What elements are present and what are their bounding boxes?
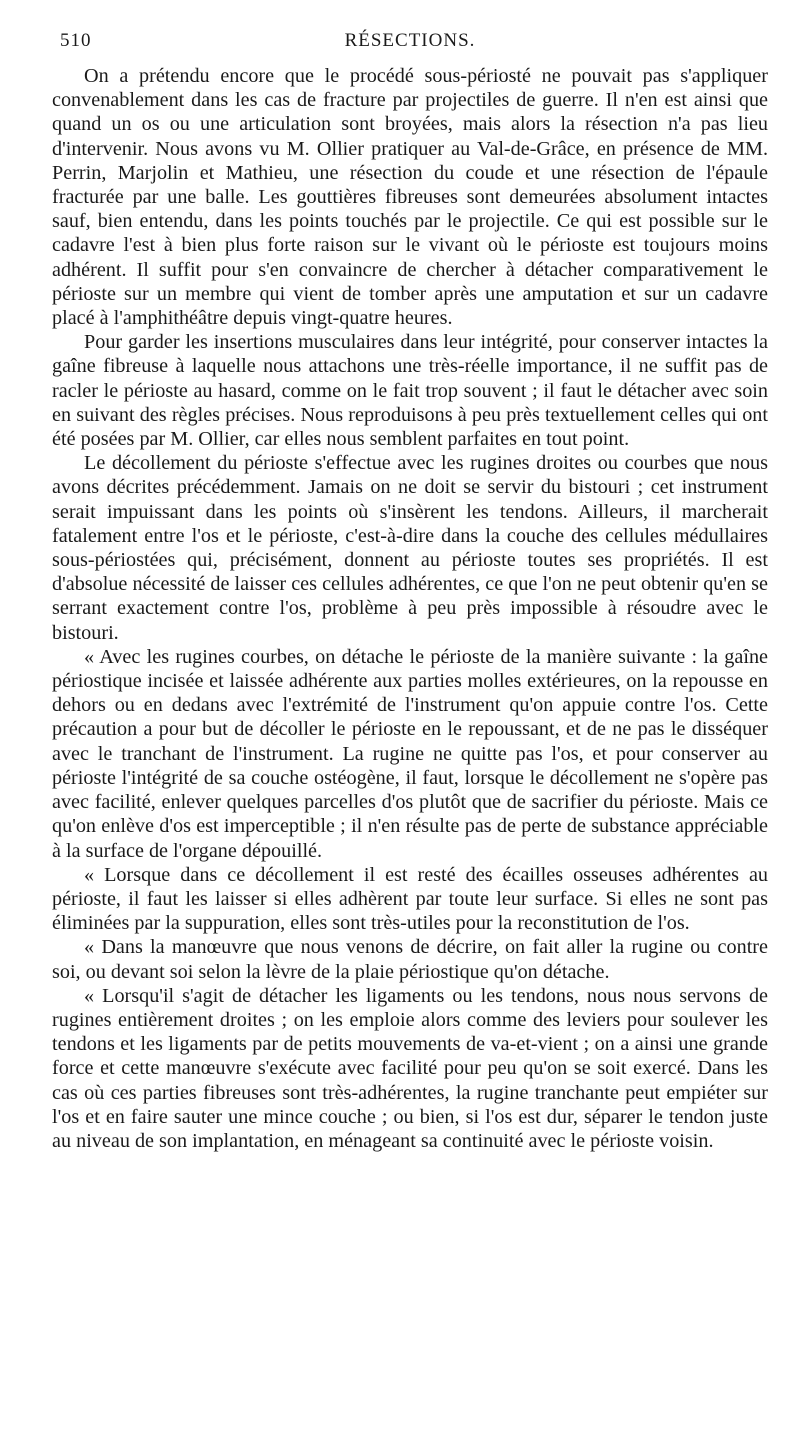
body-text: [52, 64, 768, 1153]
page-header: [52, 30, 768, 58]
paragraph: On a prétendu encore que le procédé sous-périosté ne pouvait pas s'appliquer convenablement dans les cas de fracture par projectiles de guerre. Il n'en est ainsi que quand un os ou une articulation sont broyées, mais alors la résection n'a pas lieu d'intervenir. Nous avons vu M. Ollier pratiquer au Val-de-Grâce, en présence de MM. Perrin, Marjolin et Mathieu, une résection du coude et une résection de l'épaule fracturée par une balle. Les gouttières fibreuses sont demeurées absolument intactes sauf, bien entendu, dans les points touchés par le projectile. Ce qui est possible sur le cadavre l'est à bien plus forte raison sur le vivant où le périoste est toujours moins adhérent. Il suffit pour s'en convaincre de chercher à détacher comparativement le périoste sur un membre qui vient de tomber après une amputation et sur un cadavre placé à l'amphithéâtre depuis vingt-quatre heures.: [52, 65, 768, 330]
paragraph: « Lorsqu'il s'agit de détacher les ligaments ou les tendons, nous nous servons de rugines entièrement droites ; on les emploie alors comme des leviers pour soulever les tendons et les ligaments par de petits mouvements de va-et-vient ; on a ainsi une grande force et cette manœuvre s'exécute avec facilité pour peu qu'on se soit exercé. Dans les cas où ces parties fibreuses sont très-adhérentes, la rugine tranchante peut empiéter sur l'os et en faire sauter une mince couche ; ou bien, si l'os est dur, séparer le tendon juste au niveau de son implantation, en ménageant sa continuité avec le périoste voisin.: [52, 984, 768, 1152]
paragraph: « Lorsque dans ce décollement il est resté des écailles osseuses adhérentes au périoste, il faut les laisser si elles adhèrent par toute leur surface. Si elles ne sont pas éliminées par la suppuration, elles sont très-utiles pour la reconstitution de l'os.: [52, 863, 768, 935]
book-page: [52, 30, 768, 1153]
paragraph: « Dans la manœuvre que nous venons de décrire, on fait aller la rugine ou contre soi, ou devant soi selon la lèvre de la plaie périostique qu'on détache.: [52, 936, 768, 983]
paragraph: Pour garder les insertions musculaires dans leur intégrité, pour conserver intactes la gaîne fibreuse à laquelle nous attachons une très-réelle importance, il ne suffit pas de racler le périoste au hasard, comme on le fait trop souvent ; il faut le détacher avec soin en suivant des règles précises. Nous reproduisons à peu près textuellement celles qui ont été posées par M. Ollier, car elles nous semblent parfaites en tout point.: [52, 331, 768, 451]
paragraph: « Avec les rugines courbes, on détache le périoste de la manière suivante : la gaîne périostique incisée et laissée adhérente aux parties molles extérieures, on la repousse en dehors ou en dedans avec l'extrémité de l'instrument qu'on appuie contre l'os. Cette précaution a pour but de décoller le périoste en le repoussant, et de ne pas le disséquer avec le tranchant de l'instrument. La rugine ne quitte pas l'os, et pour conserver au périoste l'intégrité de sa couche ostéogène, il faut, lorsque le décollement ne s'opère pas avec facilité, enlever quelques parcelles d'os plutôt que de sacrifier du périoste. Mais ce qu'on enlève d'os est imperceptible ; il n'en résulte pas de perte de substance appréciable à la surface de l'organe dépouillé.: [52, 645, 768, 862]
page-number: 510: [60, 30, 92, 51]
paragraph: Le décollement du périoste s'effectue avec les rugines droites ou courbes que nous avons décrites précédemment. Jamais on ne doit se servir du bistouri ; cet instrument serait impuissant dans les points où s'insèrent les tendons. Ailleurs, il marcherait fatalement entre l'os et le périoste, c'est-à-dire dans la couche des cellules médullaires sous-périostées qui, précisément, donnent au périoste toutes ses propriétés. Il est d'absolue nécessité de laisser ces cellules adhérentes, ce que l'on ne peut obtenir qu'en se serrant exactement contre l'os, problème à peu près impossible à résoudre avec le bistouri.: [52, 452, 768, 644]
running-title: RÉSECTIONS.: [344, 30, 476, 51]
